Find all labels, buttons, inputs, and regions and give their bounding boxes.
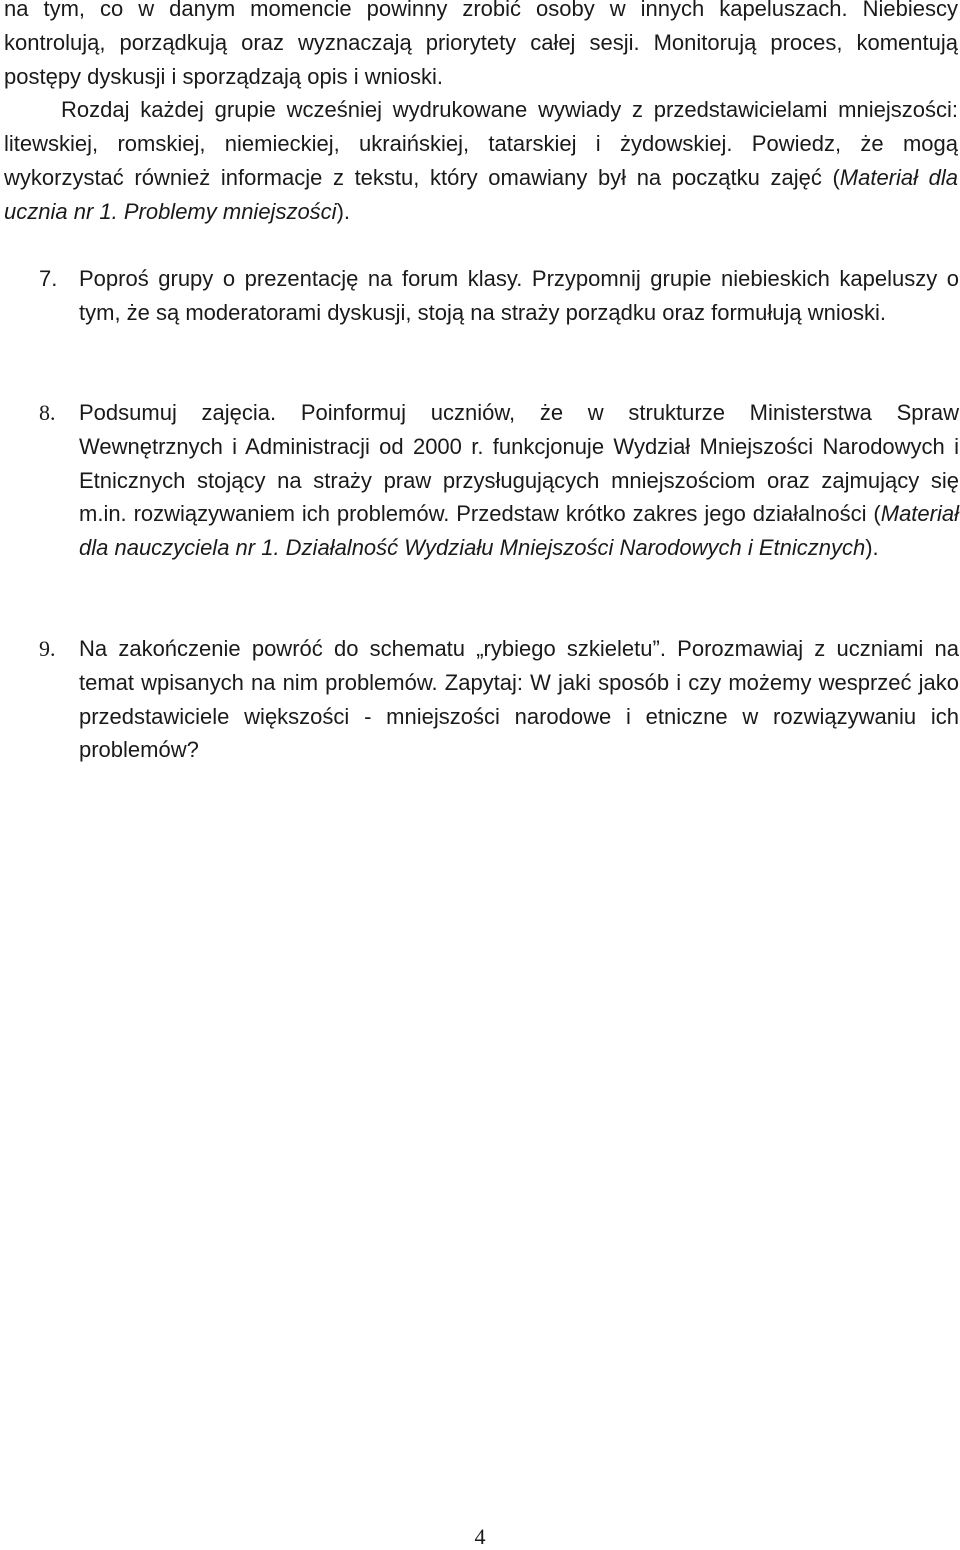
step-6-reference: Materiał dla ucznia nr 1. Problemy mniejszości: [4, 164, 958, 224]
item-9-number: 9.: [39, 636, 56, 661]
step-6-text: Rozdaj każdej grupie wcześniej wydrukowane wywiady z przedstawicielami mniejszości: litewskiej, romskiej, niemieckiej, ukraińskiej, tatarskiej i żydowskiej. Powiedz, że mogą wykorzystać również informacje z tekstu, który omawiany był na początku zajęć (: [4, 97, 958, 190]
item-7-number: 7.: [39, 266, 58, 291]
page-number: 4: [474, 1524, 486, 1549]
item-9-text: Na zakończenie powróć do schematu „rybiego szkieletu”. Porozmawiaj z uczniami na temat wpisanych na nim problemów. Zapytaj: W jaki sposób i czy możemy wesprzeć jako przedstawiciele większości - mniejszości narodowe i etniczne w rozwiązywaniu ich problemów?: [79, 636, 959, 763]
intro-text: na tym, co w danym momencie powinny zrobić osoby w innych kapeluszach. Niebiescy kontrolują, porządkują oraz wyznaczają priorytety całej sesji. Monitorują proces, komentują postępy dyskusji i sporządzają opis i wnioski.: [4, 0, 958, 89]
step-6-tail: ).: [336, 198, 351, 224]
item-8-tail: ).: [865, 535, 879, 561]
item-8-body: [79, 396, 959, 565]
item-8-reference: Materiał dla nauczyciela nr 1. Działalność Wydziału Mniejszości Narodowych i Etnicznych: [79, 501, 959, 561]
item-8-text: Podsumuj zajęcia. Poinformuj uczniów, że w strukturze Ministerstwa Spraw Wewnętrznych i Administracji od 2000 r. funkcjonuje Wydział Mniejszości Narodowych i Etnicznych stojący na straży praw przysługujących mniejszościom oraz zajmujący się m.in. rozwiązywaniem ich problemów. Przedstaw krótko zakres jego działalności (: [79, 400, 959, 527]
item-8-number: 8.: [39, 400, 56, 425]
intro-paragraph: [4, 0, 958, 229]
step-6-indent: [4, 97, 61, 122]
item-7-text: Poproś grupy o prezentację na forum klasy. Przypomnij grupie niebieskich kapeluszy o tym, że są moderatorami dyskusji, stoją na straży porządku oraz formułują wnioski.: [79, 266, 959, 325]
